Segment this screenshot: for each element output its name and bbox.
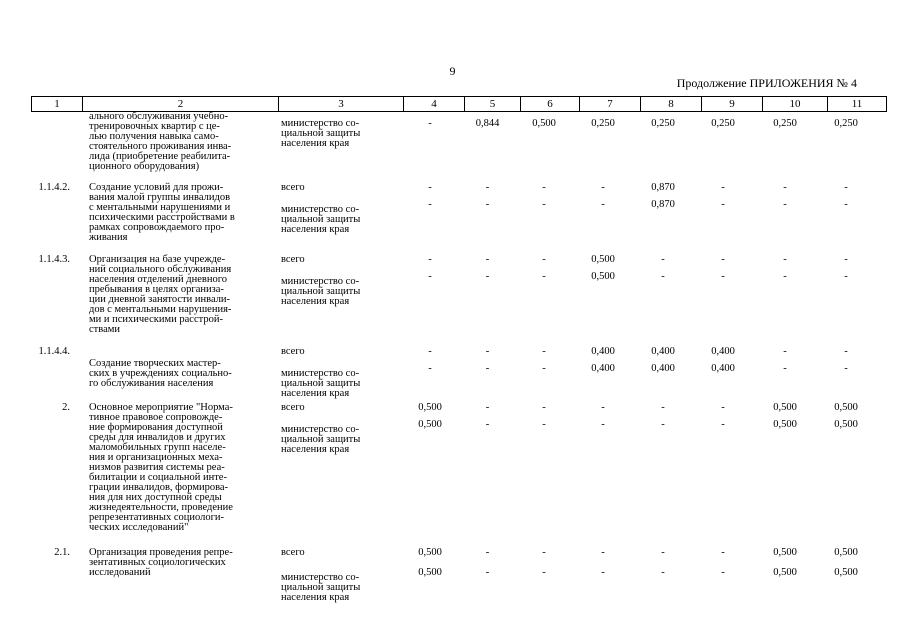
value-cell: -: [844, 182, 848, 193]
row-code: 2.1.: [54, 547, 70, 558]
column-header-2: 2: [83, 97, 279, 112]
row-executor: министерство со- циальной защиты населения края: [281, 368, 361, 399]
column-header-7: 7: [580, 97, 641, 112]
value-cell: -: [542, 419, 546, 430]
value-cell: -: [428, 363, 432, 374]
value-cell: 0,500: [418, 547, 442, 558]
value-cell: -: [542, 271, 546, 282]
value-cell: 0,870: [651, 182, 675, 193]
value-cell: -: [542, 346, 546, 357]
column-header-5: 5: [465, 97, 521, 112]
page-number: 9: [449, 64, 456, 78]
column-header-10: 10: [763, 97, 828, 112]
value-cell: -: [783, 254, 787, 265]
value-cell: 0,250: [711, 118, 735, 129]
value-cell: -: [721, 254, 725, 265]
value-cell: -: [428, 182, 432, 193]
row-executor: всего: [281, 547, 305, 558]
row-executor: всего: [281, 346, 305, 357]
value-cell: 0,844: [475, 118, 500, 129]
value-cell: -: [844, 254, 848, 265]
row-executor: всего: [281, 254, 305, 265]
row-executor: министерство со- циальной защиты населения края: [281, 118, 361, 149]
value-cell: -: [721, 547, 725, 558]
value-cell: -: [661, 402, 665, 413]
value-cell: -: [542, 547, 546, 558]
column-header-6: 6: [521, 97, 580, 112]
value-cell: -: [661, 567, 665, 578]
column-header-9: 9: [702, 97, 763, 112]
value-cell: -: [428, 199, 432, 210]
row-description: Основное мероприятие "Норма- тивное правовое сопровожде- ние формирования доступной среды для инвалидов и других маломобильных групп населе- ния и организационных меха- низмов развития системы реа- билитации и социальной инте- грации инвалидов, формирова- ния для них доступной среды жизнедеятельности, проведение репрезентативных социологи- ческих исследований": [89, 402, 233, 533]
value-cell: -: [485, 346, 490, 357]
value-cell: -: [783, 199, 787, 210]
value-cell: -: [783, 182, 787, 193]
value-cell: -: [601, 402, 605, 413]
row-executor: всего: [281, 402, 305, 413]
value-cell: 0,500: [591, 271, 615, 282]
value-cell: 0,400: [711, 363, 735, 374]
row-executor: министерство со- циальной защиты населения края: [281, 204, 361, 235]
value-cell: 0,500: [834, 567, 858, 578]
row-code: 1.1.4.2.: [38, 182, 70, 193]
value-cell: -: [428, 346, 432, 357]
value-cell: -: [542, 199, 546, 210]
row-code: 1.1.4.4.: [38, 346, 70, 357]
value-cell: 0,500: [773, 419, 797, 430]
continuation-label: Продолжение ПРИЛОЖЕНИЯ № 4: [676, 76, 857, 90]
value-cell: -: [661, 271, 665, 282]
row-description: Организация на базе учрежде- ний социального обслуживания населения отделений дневного пребывания в целях организа- ции дневной занятости инвали- дов с ментальными нарушения- ми и психическими расстрой- ствами: [89, 254, 232, 335]
value-cell: 0,250: [651, 118, 675, 129]
value-cell: 0,500: [532, 118, 556, 129]
row-code: 2.: [62, 402, 70, 413]
value-cell: 0,500: [418, 402, 442, 413]
value-cell: -: [485, 254, 490, 265]
value-cell: -: [844, 271, 848, 282]
value-cell: -: [485, 419, 490, 430]
value-cell: -: [601, 182, 605, 193]
value-cell: 0,400: [711, 346, 735, 357]
row-description: Организация проведения репре- зентативных социологических исследований: [89, 547, 233, 578]
value-cell: -: [721, 182, 725, 193]
value-cell: 0,250: [773, 118, 797, 129]
value-cell: 0,400: [651, 346, 675, 357]
row-executor: министерство со- циальной защиты населения края: [281, 572, 361, 603]
value-cell: -: [485, 199, 490, 210]
row-description: Создание творческих мастер- ских в учреждениях социально- го обслуживания населения: [89, 358, 232, 389]
value-cell: -: [485, 182, 490, 193]
value-cell: 0,400: [591, 363, 615, 374]
value-cell: -: [661, 419, 665, 430]
row-executor: министерство со- циальной защиты населения края: [281, 424, 361, 455]
column-header-4: 4: [404, 97, 465, 112]
value-cell: -: [428, 118, 432, 129]
value-cell: 0,250: [591, 118, 615, 129]
value-cell: 0,500: [773, 567, 797, 578]
value-cell: -: [485, 363, 490, 374]
value-cell: 0,500: [834, 547, 858, 558]
value-cell: -: [428, 254, 432, 265]
value-cell: 0,400: [651, 363, 675, 374]
value-cell: -: [661, 547, 665, 558]
value-cell: -: [601, 419, 605, 430]
column-header-3: 3: [279, 97, 404, 112]
value-cell: -: [721, 402, 725, 413]
value-cell: 0,870: [651, 199, 675, 210]
column-header-11: 11: [828, 97, 887, 112]
value-cell: -: [542, 363, 546, 374]
row-executor: всего: [281, 182, 305, 193]
value-cell: -: [721, 567, 725, 578]
row-description: Создание условий для прожи- вания малой группы инвалидов с ментальными нарушениями и психическими расстройствами в рамках сопровождаемого про- живания: [89, 182, 235, 243]
value-cell: 0,500: [773, 402, 797, 413]
row-description: ального обслуживания учебно- тренировочных квартир с це- лью получения навыка само- стоятельного проживания инва- лида (приобретение реабилита- ционного оборудования): [89, 111, 232, 172]
value-cell: 0,500: [591, 254, 615, 265]
value-cell: -: [601, 567, 605, 578]
value-cell: 0,500: [418, 419, 442, 430]
value-cell: -: [721, 271, 725, 282]
value-cell: 0,500: [773, 547, 797, 558]
value-cell: 0,500: [834, 402, 858, 413]
value-cell: -: [542, 182, 546, 193]
value-cell: -: [783, 346, 787, 357]
value-cell: -: [844, 199, 848, 210]
value-cell: -: [601, 547, 605, 558]
value-cell: -: [542, 254, 546, 265]
value-cell: -: [428, 271, 432, 282]
column-header-row: [31, 96, 887, 112]
value-cell: -: [485, 547, 490, 558]
row-code: 1.1.4.3.: [38, 254, 70, 265]
value-cell: 0,500: [418, 567, 442, 578]
value-cell: -: [844, 363, 848, 374]
value-cell: -: [661, 254, 665, 265]
value-cell: -: [485, 271, 490, 282]
column-header-1: 1: [32, 97, 83, 112]
value-cell: -: [542, 402, 546, 413]
value-cell: -: [783, 271, 787, 282]
value-cell: 0,500: [834, 419, 858, 430]
value-cell: -: [542, 567, 546, 578]
row-executor: министерство со- циальной защиты населения края: [281, 276, 361, 307]
value-cell: -: [721, 419, 725, 430]
value-cell: 0,400: [591, 346, 615, 357]
value-cell: 0,250: [834, 118, 858, 129]
value-cell: -: [721, 199, 725, 210]
column-header-8: 8: [641, 97, 702, 112]
value-cell: -: [601, 199, 605, 210]
value-cell: -: [783, 363, 787, 374]
value-cell: -: [485, 567, 490, 578]
value-cell: -: [844, 346, 848, 357]
value-cell: -: [485, 402, 490, 413]
